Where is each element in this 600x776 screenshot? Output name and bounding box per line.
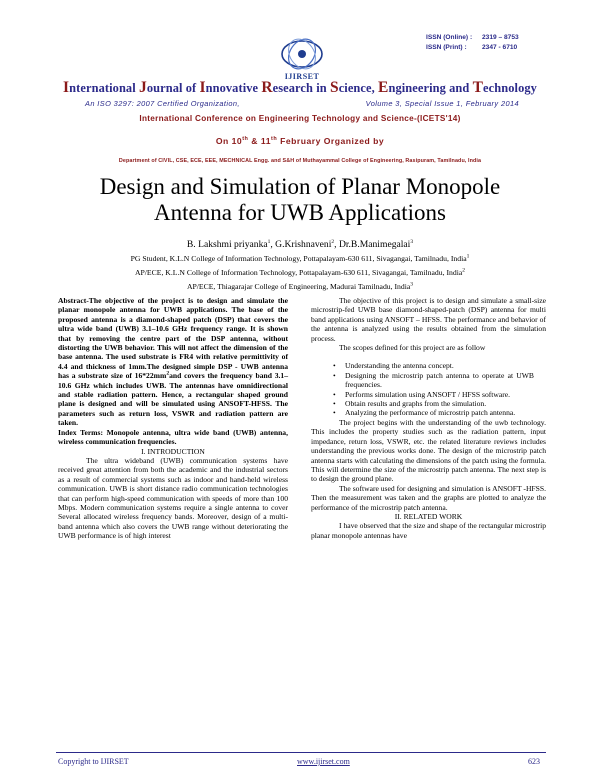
- list-item-text: Analyzing the performance of microstrip patch antenna.: [345, 408, 516, 418]
- journal-title-part: cience,: [338, 81, 379, 95]
- org-sup1: th: [242, 136, 249, 143]
- issn-block: [426, 33, 519, 52]
- left-column: [58, 296, 288, 541]
- journal-logo: [271, 32, 333, 80]
- affiliation-sup: 1: [466, 253, 470, 260]
- introduction-text: The ultra wideband (UWB) communication systems have received great attention from both the academic and the industrial sectors as a result of commercial systems such as indoor and hand-held wireless communication. UWB is short distance radio communication technologies that can perform high-speed communication with speeds of more than 100 Mbps. Modern communication systems require a single antenna to cover Several allocated wireless frequency bands. Moreover, design of a multi-band antenna which also covers the UWB range without deteriorating the UWB performance is of high interest: [58, 455, 288, 541]
- list-item-text: Designing the microstrip patch antenna to operate at UWB frequencies.: [345, 370, 534, 390]
- list-item: [311, 361, 546, 370]
- list-item: [311, 408, 546, 417]
- footer-website-link[interactable]: www.ijirset.com: [297, 757, 350, 766]
- right-column: [311, 296, 546, 540]
- organized-by: [0, 136, 600, 146]
- author: , G.Krishnaveni: [270, 239, 332, 250]
- related-work-text: I have observed that the size and shape of the rectangular microstrip planar monopole antennas have: [311, 521, 546, 540]
- affiliation-text: PG Student, K.L.N College of Information Technology, Pottapalayam-630 611, Sivagangai, Tamilnadu, India: [130, 254, 467, 263]
- footer-page-number: 623: [528, 757, 540, 766]
- journal-title-part: S: [329, 79, 339, 96]
- affiliation-2: [0, 268, 600, 277]
- journal-title-part: ngineering and: [388, 81, 473, 95]
- logo-text: IJIRSET: [284, 72, 320, 81]
- list-item-text: Understanding the antenna concept.: [345, 361, 454, 371]
- bullet-icon: •: [333, 389, 336, 399]
- journal-title-part: ournal of: [146, 81, 200, 95]
- abstract: [58, 296, 288, 428]
- logo-emblem-icon: [271, 32, 333, 72]
- conference-title: International Conference on Engineering Technology and Science-(ICETS'14): [139, 114, 461, 123]
- author-sup: 1: [267, 238, 271, 245]
- software-text: The software used for designing and simulation is ANSOFT -HFSS. Then the measurement was taken and the graphs are plotted to analyze the performance of the microstrip patch antenna.: [311, 483, 546, 512]
- scope-list: [311, 361, 546, 417]
- org-mid: & 11: [248, 136, 271, 146]
- bullet-icon: •: [333, 361, 336, 371]
- section-heading-related-work: II. RELATED WORK: [394, 511, 463, 521]
- authors-line: [0, 239, 600, 250]
- scopes-intro: The scopes defined for this project are as follow: [339, 343, 486, 353]
- affiliation-3: [0, 282, 600, 291]
- journal-title-part: J: [138, 79, 147, 96]
- author: , Dr.B.Manimegalai: [334, 239, 411, 250]
- abstract-end: and covers the frequency band 3.1–10.6 GHz which includes UWB. The antennas have omnidirectional and stable radiation pattern. Hence, a rectangular shaped ground plane is designed and will be simulated using ANSOFT-HFSS. The parameters such as return loss, VSWR and radiation pattern are taken.: [58, 371, 288, 428]
- footer-copyright: Copyright to IJIRSET: [58, 757, 129, 766]
- abstract-text: Abstract-The objective of the project is to design and simulate the planar monopole antenna for UWB applications. The base of the proposed antenna is a diamond-shaped patch (DSP) that covers the ultra wide band (UWB) 3.1–10.6 GHz frequency range. It is shown that by removing the centre part of the DSP antenna, without distorting the UWB behavior. This will not affect the dimension of the base antenna. The used substrate is FR4 with relative permittivity of 4.4 and thickness of 1mm.The designed simple DSP - UWB antenna has a substrate size of 16*22mm: [58, 296, 288, 381]
- journal-title: [0, 79, 600, 97]
- journal-title-part: I: [199, 79, 206, 96]
- journal-title-part: nnovative: [205, 81, 262, 95]
- org-prefix: On 10: [215, 136, 243, 146]
- subline-right: Volume 3, Special Issue 1, February 2014: [365, 99, 519, 108]
- journal-subline: [85, 99, 519, 108]
- paper-title: [0, 174, 600, 226]
- issn-online-label: ISSN (Online) :: [426, 34, 473, 41]
- affiliation-text: AP/ECE, K.L.N College of Information Technology, Pottapalayam-630 611, Sivagangai, Tamilnadu, India: [134, 268, 463, 277]
- issn-print-value: 2347 - 6710: [482, 43, 518, 51]
- author-sup: 3: [410, 238, 414, 245]
- list-item-text: Performs simulation using ANSOFT / HFSS software.: [345, 389, 511, 399]
- issn-online-value: 2319 – 8753: [482, 34, 519, 41]
- list-item: [311, 390, 546, 399]
- list-item: [311, 399, 546, 408]
- list-item: [311, 371, 546, 390]
- journal-title-part: esearch in: [272, 81, 330, 95]
- department-line: Department of CIVIL, CSE, ECE, EEE, MECHNICAL Engg. and S&H of Muthayammal College of Engineering, Rasipuram, Tamilnadu, India: [118, 158, 482, 164]
- subline-left: An ISO 3297: 2007 Certified Organization,: [85, 99, 240, 108]
- affiliation-1: [0, 254, 600, 263]
- journal-title-part: echnology: [483, 81, 537, 95]
- journal-title-part: T: [472, 79, 484, 96]
- index-terms: Index Terms: Monopole antenna, ultra wide band (UWB) antenna, wireless communication frequencies.: [58, 427, 288, 447]
- footer-rule: [56, 752, 546, 753]
- bullet-icon: •: [333, 408, 336, 418]
- section-heading-introduction: I. INTRODUCTION: [141, 446, 205, 456]
- title-line: Design and Simulation of Planar Monopole: [99, 174, 501, 199]
- abstract-sup: 2: [166, 370, 170, 377]
- org-sup2: th: [270, 136, 278, 143]
- journal-title-part: R: [261, 79, 273, 96]
- journal-title-part: nternational: [69, 81, 139, 95]
- affiliation-sup: 3: [410, 281, 414, 288]
- list-item-text: Obtain results and graphs from the simulation.: [345, 399, 487, 409]
- journal-title-part: I: [63, 79, 70, 96]
- issn-print-label: ISSN (Print) :: [426, 43, 467, 51]
- affiliation-sup: 2: [462, 267, 466, 274]
- bullet-icon: •: [333, 370, 336, 380]
- org-suffix: February Organized by: [277, 136, 385, 146]
- bullet-icon: •: [333, 399, 336, 409]
- begins-text: The project begins with the understanding of the uwb technology. This includes the property studies such as the radiation pattern, input impedance, return loss, VSWR, etc. the related literature reviews includes understanding the previous works done. The design of the microstrip patch antenna starts with calculating the dimensions of the patch using the formula. This will determine the size of the microstrip patch antenna. The next step is to design the ground plane.: [311, 417, 546, 484]
- journal-title-part: E: [378, 79, 389, 96]
- title-line: Antenna for UWB Applications: [154, 200, 446, 225]
- author: B. Lakshmi priyanka: [186, 239, 268, 250]
- affiliation-text: AP/ECE, Thiagarajar College of Engineering, Madurai Tamilnadu, India: [186, 282, 411, 291]
- author-sup: 2: [331, 238, 335, 245]
- objective-text: The objective of this project is to design and simulate a small-size microstrip-fed UWB base diamond-shaped-patch (DSP) antenna for multi band applications using ANSOFT – HFSS. The performance and behavior of the antenna is analyzed using the results obtained from the simulation process.: [311, 296, 546, 343]
